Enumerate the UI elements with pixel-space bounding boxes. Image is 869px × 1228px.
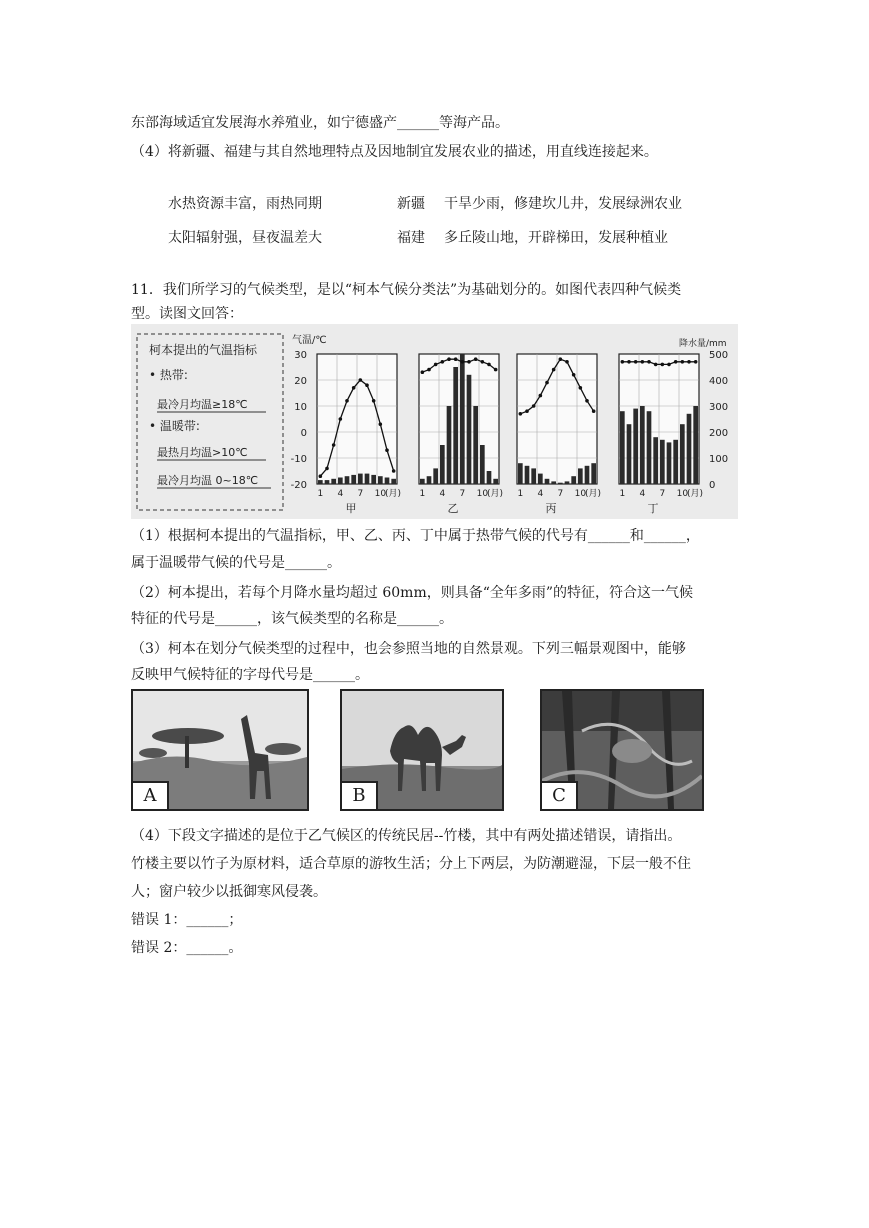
month-tick-label: 4	[337, 489, 344, 499]
precip-bar	[480, 445, 485, 484]
temp-point	[681, 360, 685, 364]
temp-point	[661, 363, 665, 367]
temp-point	[572, 373, 576, 377]
temp-point	[372, 399, 376, 403]
temp-point	[461, 360, 465, 364]
temp-tick-label: 0	[300, 428, 307, 439]
precip-bar	[433, 468, 438, 484]
precip-bar	[345, 476, 350, 484]
chart-name: 乙	[447, 502, 459, 515]
scene-label-b: B	[342, 781, 378, 809]
climate-chart-4	[619, 354, 703, 515]
precip-bar	[351, 475, 356, 484]
match-mid-1: 新疆	[397, 196, 425, 212]
question-11-intro: 11．我们所学习的气候类型，是以“柯本气候分类法”为基础划分的。如图代表四种气候类	[131, 282, 682, 298]
precip-bar	[551, 481, 556, 484]
precip-bar	[667, 442, 672, 484]
precip-bar	[447, 406, 452, 484]
temp-point	[319, 474, 323, 478]
precip-bar	[633, 409, 638, 484]
precip-bar	[653, 437, 658, 484]
precip-bar	[578, 468, 583, 484]
question-11-part-2-cont: 特征的代号是______，该气候类型的名称是______。	[131, 611, 453, 627]
scene-desert	[340, 689, 504, 811]
temp-point	[325, 467, 329, 471]
precip-bar	[640, 406, 645, 484]
legend-warm: • 温暖带:	[149, 419, 200, 433]
question-11-part-1-cont: 属于温暖带气候的代号是______。	[131, 555, 341, 571]
temp-point	[525, 409, 529, 413]
line-fujian-sea: 东部海域适宜发展海水养殖业，如宁德盛产______等海产品。	[131, 115, 509, 131]
temp-tick-label: 10	[294, 402, 307, 413]
temp-point	[332, 443, 336, 447]
temp-point	[441, 360, 445, 364]
precip-bar	[591, 463, 596, 484]
temp-point	[621, 360, 625, 364]
month-tick-label: 7	[459, 489, 466, 499]
bamboo-house-text-1: 竹楼主要以竹子为原材料，适合草原的游牧生活；分上下两层，为防潮避湿，下层一般不住	[131, 856, 691, 872]
month-tick-label: 4	[439, 489, 446, 499]
precip-tick-label: 100	[709, 454, 729, 465]
temp-point	[545, 381, 549, 385]
error-1: 错误 1：______；	[131, 912, 243, 928]
precip-tick-label: 200	[709, 428, 729, 439]
temp-point	[579, 386, 583, 390]
precip-bar	[673, 440, 678, 484]
temp-point	[634, 360, 638, 364]
temp-point	[392, 469, 396, 473]
precip-bar	[331, 479, 336, 484]
temp-point	[694, 360, 698, 364]
temp-point	[481, 360, 485, 364]
precip-bar	[467, 375, 472, 484]
match-mid-2: 福建	[397, 230, 425, 246]
precip-bar	[391, 479, 396, 484]
month-tick-label: 10	[476, 489, 489, 499]
scene-rainforest	[540, 689, 704, 811]
precip-bar	[365, 474, 370, 484]
scene-label-c: C	[542, 781, 578, 809]
precip-tick-label: 400	[709, 376, 729, 387]
temp-point	[552, 368, 556, 372]
precip-bar	[693, 406, 698, 484]
precip-bar	[487, 471, 492, 484]
legend-tropical-rule: 最冷月均温≥18℃	[157, 398, 248, 411]
temp-point	[647, 360, 651, 364]
chart-name: 甲	[345, 502, 357, 515]
climate-figure	[131, 324, 738, 519]
temp-tick-label: 30	[294, 350, 307, 361]
error-2: 错误 2：______。	[131, 940, 243, 956]
month-tick-label: 1	[317, 489, 324, 499]
legend-warm-rule-2: 最冷月均温 0~18℃	[157, 474, 259, 487]
precip-bar	[660, 440, 665, 484]
month-tick-label: 4	[537, 489, 544, 499]
month-tick-label: 7	[659, 489, 666, 499]
month-tick-label: 1	[517, 489, 524, 499]
precip-bar	[558, 483, 563, 484]
temp-point	[467, 360, 471, 364]
bamboo-house-text-2: 人；窗户较少以抵御寒风侵袭。	[131, 884, 327, 900]
legend-title: 柯本提出的气温指标	[149, 343, 258, 357]
month-tick-label: 1	[619, 489, 626, 499]
month-tick-label: (月)	[486, 489, 504, 499]
precip-tick-label: 0	[709, 480, 716, 491]
climate-charts	[317, 354, 703, 515]
precip-bar	[571, 476, 576, 484]
temp-point	[454, 357, 458, 361]
precip-bar	[338, 478, 343, 485]
precip-bar	[493, 479, 498, 484]
precip-bar	[620, 411, 625, 484]
precip-bar	[585, 466, 590, 484]
precip-bar	[538, 474, 543, 484]
month-tick-label: 4	[639, 489, 646, 499]
temp-point	[345, 399, 349, 403]
temp-point	[352, 386, 356, 390]
koppen-legend-box	[137, 334, 283, 510]
precip-bar	[687, 414, 692, 484]
temp-point	[359, 378, 363, 382]
precip-bar	[525, 466, 530, 484]
precip-bar	[531, 468, 536, 484]
precip-bar	[318, 480, 323, 484]
temp-point	[474, 357, 478, 361]
precip-bar	[385, 478, 390, 485]
month-tick-label: 1	[419, 489, 426, 499]
month-tick-label: (月)	[384, 489, 402, 499]
legend-warm-rule-1: 最热月均温>10℃	[157, 446, 248, 459]
precip-bar	[565, 481, 570, 484]
precip-axis-label: 降水量/mm	[679, 339, 727, 349]
month-tick-label: 7	[557, 489, 564, 499]
legend-tropical: • 热带:	[149, 368, 188, 382]
month-tick-label: 7	[357, 489, 364, 499]
climate-chart-1	[317, 354, 401, 515]
temp-point	[447, 357, 451, 361]
question-11-part-2: （2）柯本提出，若每个月降水量均超过 60mm，则具备“全年多雨”的特征，符合这一气候	[131, 585, 694, 601]
question-11-part-4: （4）下段文字描述的是位于乙气候区的传统民居--竹楼，其中有两处描述错误，请指出。	[131, 828, 682, 844]
temp-point	[434, 363, 438, 367]
scene-savanna	[131, 689, 309, 811]
temp-point	[532, 404, 536, 408]
temp-point	[687, 360, 691, 364]
precip-bar	[371, 475, 376, 484]
precip-bar	[473, 406, 478, 484]
temp-point	[487, 363, 491, 367]
month-tick-label: (月)	[584, 489, 602, 499]
temp-point	[559, 357, 563, 361]
temp-tick-label: -20	[290, 480, 307, 491]
precip-tick-label: 300	[709, 402, 729, 413]
temp-point	[674, 360, 678, 364]
match-right-1: 干旱少雨，修建坎儿井，发展绿洲农业	[444, 196, 682, 212]
temp-point	[421, 370, 425, 374]
question-11-part-3: （3）柯本在划分气候类型的过程中，也会参照当地的自然景观。下列三幅景观图中，能够	[131, 641, 686, 657]
month-tick-label: 10	[374, 489, 387, 499]
temp-point	[494, 368, 498, 372]
temp-point	[667, 363, 671, 367]
month-tick-label: 10	[676, 489, 689, 499]
chart-name: 丙	[545, 502, 557, 515]
climate-chart-2	[419, 354, 503, 515]
question-4-matching: （4）将新疆、福建与其自然地理特点及因地制宜发展农业的描述，用直线连接起来。	[131, 144, 658, 160]
precip-bar	[518, 463, 523, 484]
precip-tick-label: 500	[709, 350, 729, 361]
temp-point	[519, 412, 523, 416]
precip-bar	[325, 480, 330, 484]
match-left-1: 水热资源丰富，雨热同期	[168, 196, 322, 212]
precip-bar	[453, 367, 458, 484]
precip-bar	[358, 474, 363, 484]
question-11-intro-cont: 型。读图文回答：	[131, 306, 243, 322]
scene-label-a: A	[133, 781, 169, 809]
question-11-part-3-cont: 反映甲气候特征的字母代号是______。	[131, 667, 369, 683]
precip-bar	[440, 445, 445, 484]
precip-bar	[378, 476, 383, 484]
match-left-2: 太阳辐射强，昼夜温差大	[168, 230, 322, 246]
temp-point	[565, 360, 569, 364]
month-tick-label: 10	[574, 489, 587, 499]
temp-point	[585, 399, 589, 403]
temp-point	[339, 417, 343, 421]
precip-bar	[427, 476, 432, 484]
precip-bar	[545, 479, 550, 484]
temp-tick-label: 20	[294, 376, 307, 387]
match-right-2: 多丘陵山地，开辟梯田，发展种植业	[444, 230, 668, 246]
temp-tick-label: -10	[290, 454, 307, 465]
month-tick-label: (月)	[686, 489, 704, 499]
precip-bar	[460, 354, 465, 484]
temp-point	[627, 360, 631, 364]
temp-axis-ticks	[291, 350, 307, 491]
temp-point	[641, 360, 645, 364]
temp-point	[654, 363, 658, 367]
temp-point	[592, 409, 596, 413]
temp-point	[365, 383, 369, 387]
temp-point	[385, 448, 389, 452]
precip-bar	[420, 479, 425, 484]
chart-name: 丁	[647, 502, 659, 515]
precip-bar	[680, 424, 685, 484]
climate-chart-3	[517, 354, 601, 515]
precip-bar	[647, 411, 652, 484]
precip-axis-ticks	[709, 350, 728, 491]
temp-axis-label: 气温/℃	[292, 335, 327, 346]
question-11-part-1: （1）根据柯本提出的气温指标，甲、乙、丙、丁中属于热带气候的代号有______和______，	[131, 528, 700, 544]
temp-point	[539, 394, 543, 398]
precip-bar	[627, 424, 632, 484]
temp-point	[379, 422, 383, 426]
temp-point	[427, 368, 431, 372]
